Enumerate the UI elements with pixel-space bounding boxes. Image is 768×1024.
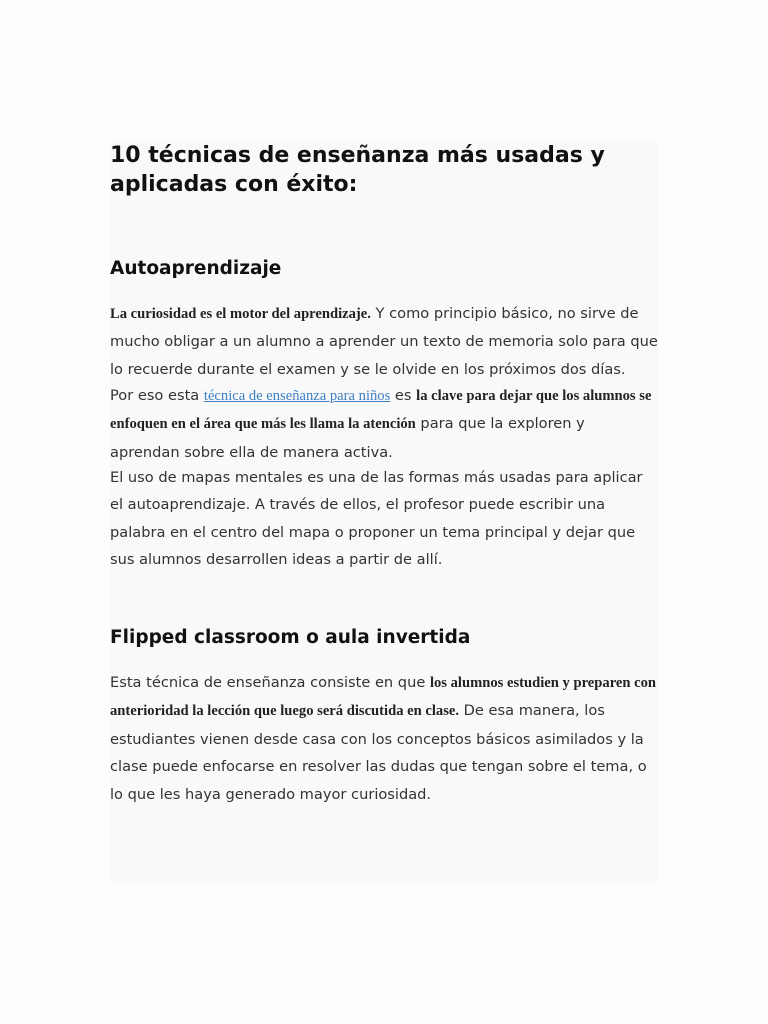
tecnica-ninos-link[interactable]: técnica de enseñanza para niños	[203, 388, 391, 404]
paragraph-clave	[110, 382, 658, 466]
bold-text: la clave para dejar que los alumnos se enfoquen en el área que más les llama la atención	[110, 388, 652, 433]
bold-text: los alumnos estudien y preparen con anterioridad la lección que luego será discutida en clase.	[110, 675, 657, 720]
bold-text: La curiosidad es el motor del aprendizaje.	[110, 306, 371, 322]
body-text: De esa manera, los estudiantes vienen desde casa con los conceptos básicos asimilados y la clase puede enfocarse en resolver las dudas que tengan sobre el tema, o lo que les haya generado mayor curiosidad.	[110, 702, 647, 803]
body-text: es	[390, 387, 417, 404]
paragraph-mapas-mentales: El uso de mapas mentales es una de las formas más usadas para aplicar el autoaprendizaje. A través de ellos, el profesor puede escribir una palabra en el centro del mapa o proponer un tema principal y dejar que sus alumnos desarrollen ideas a partir de allí.	[110, 469, 643, 569]
paragraph-curiosidad	[110, 300, 658, 383]
article-title: 10 técnicas de enseñanza más usadas y aplicadas con éxito:	[110, 143, 605, 197]
article-content	[110, 140, 658, 884]
body-text: para que la exploren y aprendan sobre ella de manera activa.	[110, 415, 585, 461]
section-heading-autoaprendizaje: Autoaprendizaje	[110, 258, 282, 279]
body-text: Esta técnica de enseñanza consiste en que	[110, 674, 430, 691]
body-text: Por eso esta	[110, 387, 204, 404]
section-heading-flipped-classroom: Flipped classroom o aula invertida	[110, 627, 471, 648]
paragraph-aula-invertida	[110, 669, 658, 808]
body-text: Y como principio básico, no sirve de mucho obligar a un alumno a aprender un texto de memoria solo para que lo recuerde durante el examen y se le olvide en los próximos dos días.	[110, 305, 658, 378]
